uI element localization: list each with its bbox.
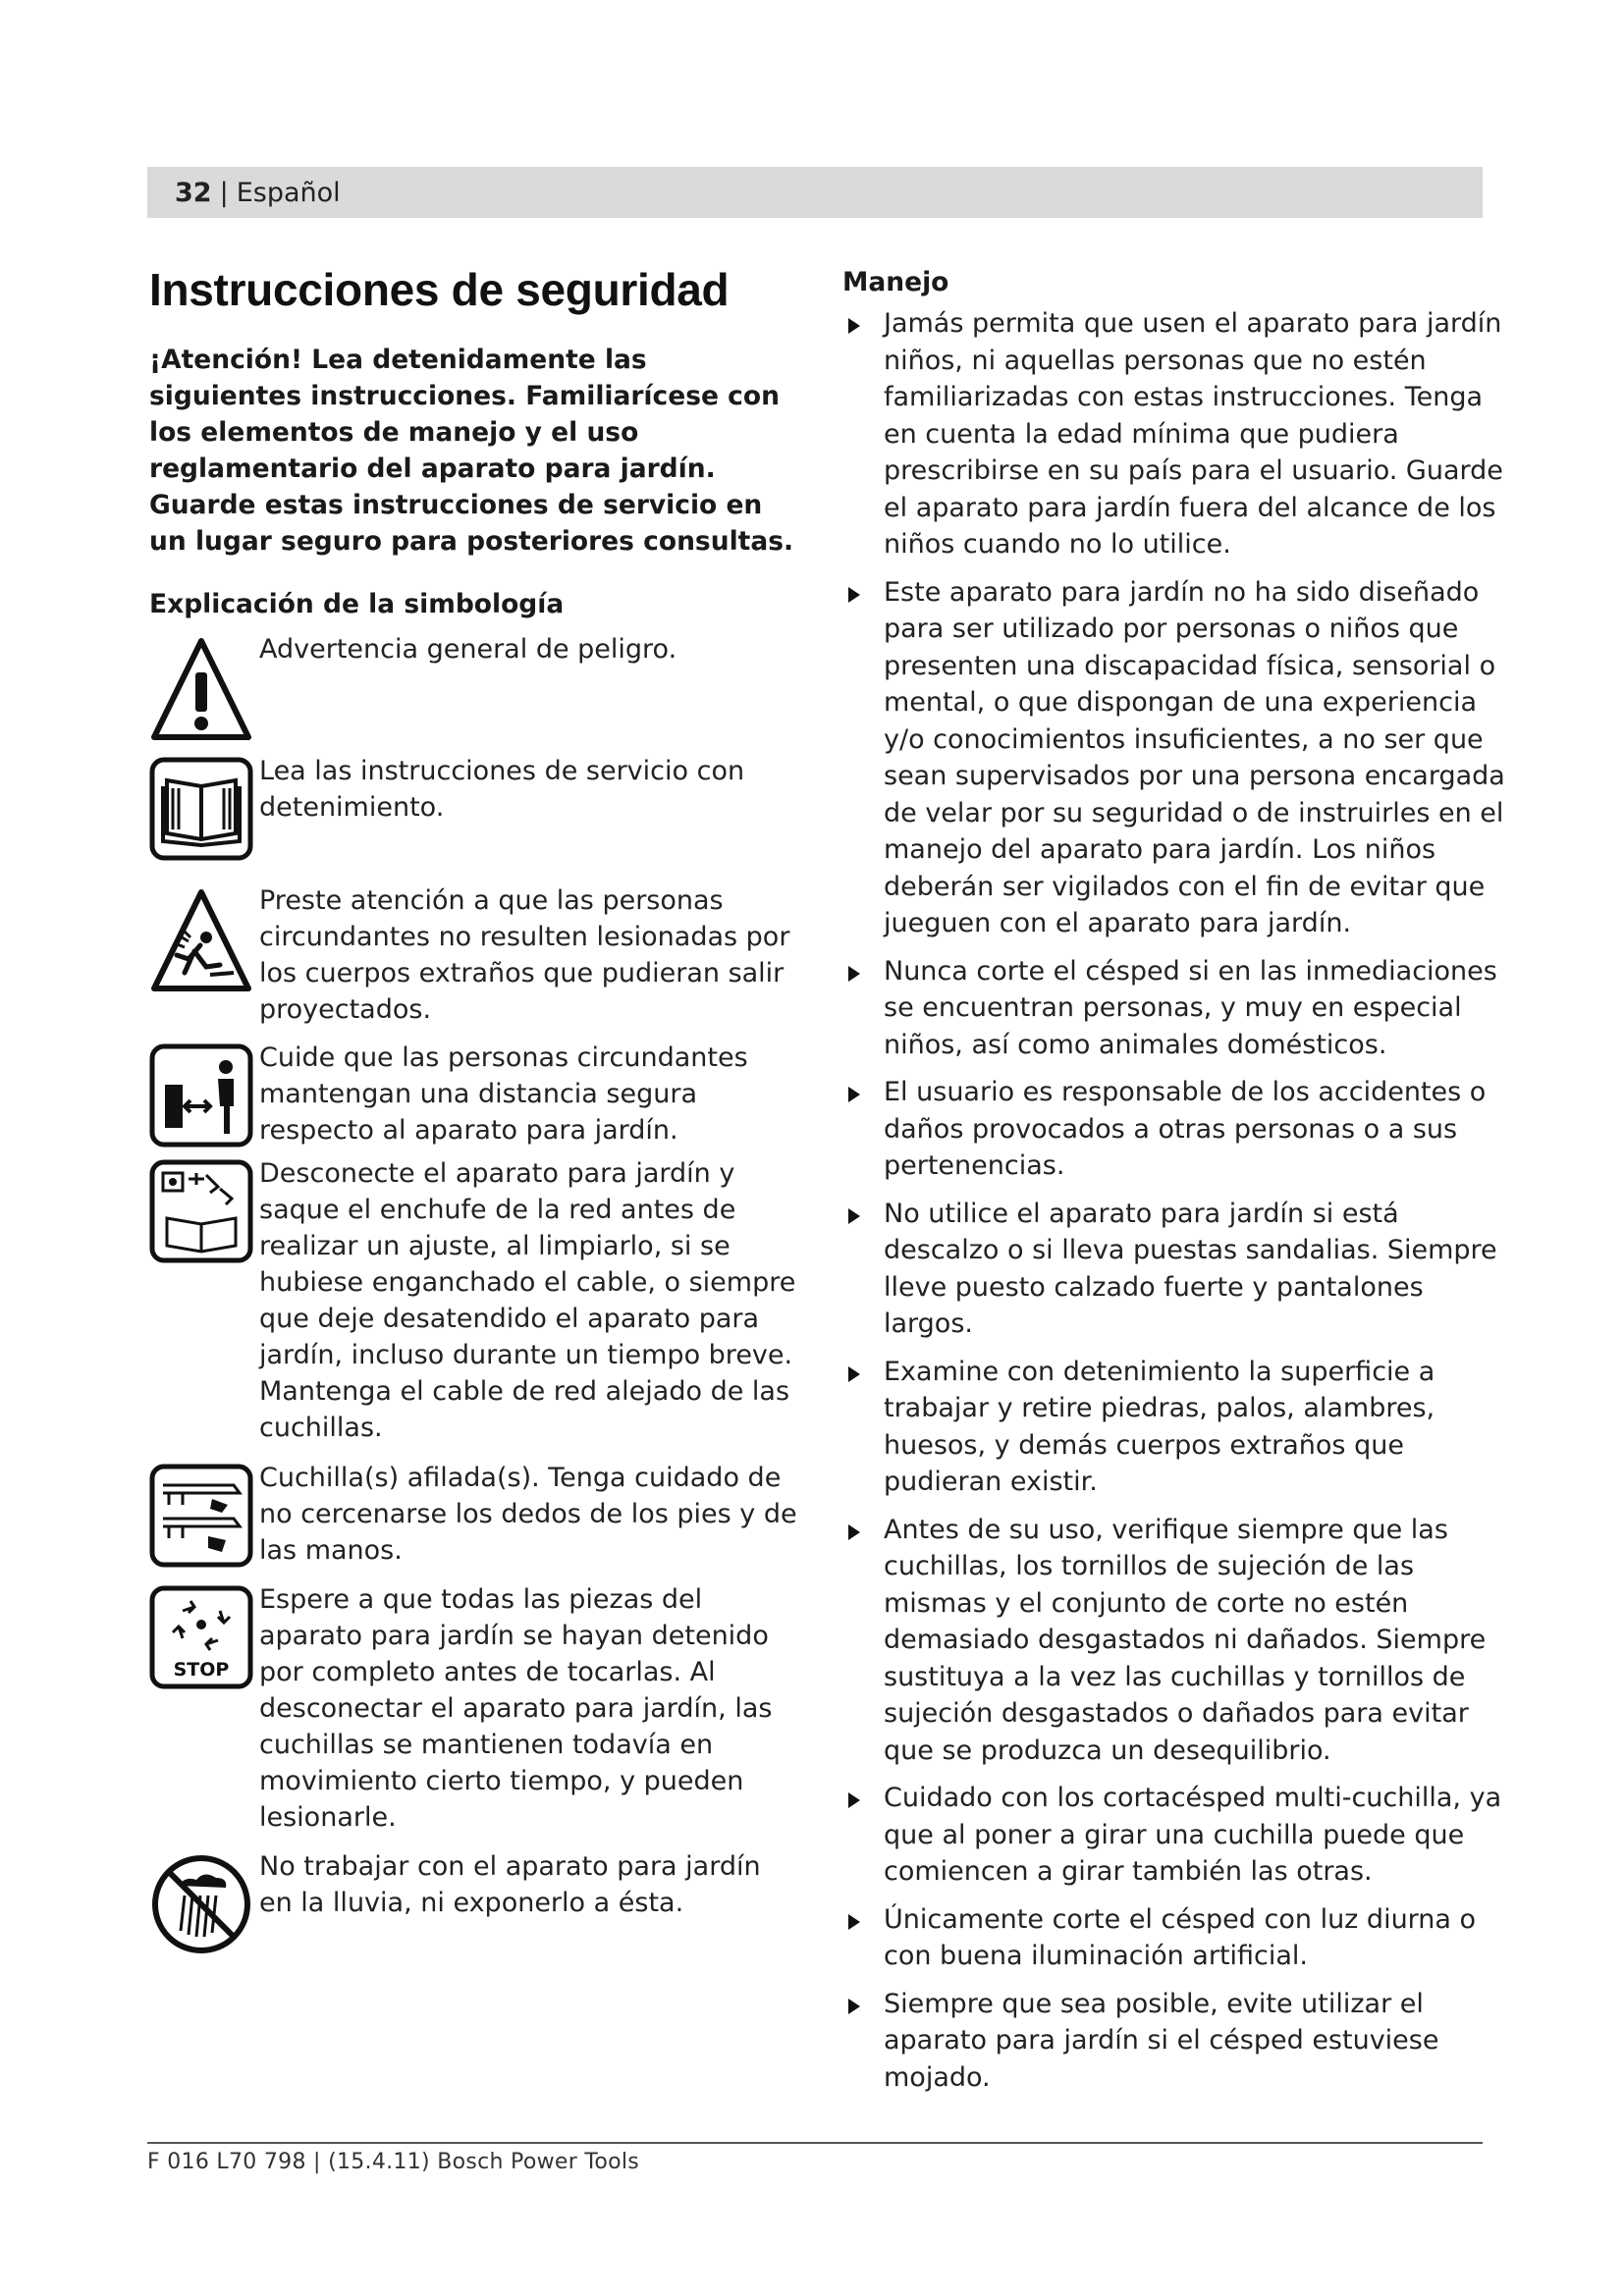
footer-text: F 016 L70 798 | (15.4.11) Bosch Power Tools	[147, 2150, 640, 2174]
sharp-blades-icon	[149, 1460, 259, 1568]
bullet-text: Examine con detenimiento la superficie a trabajar y retire piedras, palos, alambres, huesos, y demás cuerpos extraños que pudieran existir.	[884, 1356, 1435, 1497]
bullet-text: Cuidado con los cortacésped multi-cuchilla, ya que al poner a girar una cuchilla puede que comiencen a girar también las otras.	[884, 1783, 1502, 1887]
symbol-description: Espere a que todas las piezas del aparato para jardín se hayan detenido por completo antes de tocarlas. Al desconectar el aparato para jardín, las cuchillas se mantienen todavía en movimiento cierto tiempo, y pueden lesionarle.	[259, 1584, 773, 1833]
symbol-item	[149, 1460, 797, 1581]
symbol-description: Desconecte el aparato para jardín y saque el enchufe de la red antes de realizar un ajuste, al limpiarlo, si se hubiese enganchado el cable, o siempre que deje desatendido el aparato para jardín, incluso durante un tiempo breve. Mantenga el cable de red alejado de las cuchillas.	[259, 1158, 796, 1443]
bullet-arrow-icon	[848, 1366, 860, 1382]
symbol-description: Preste atención a que las personas circundantes no resulten lesionadas por los cuerpos extraños que pudieran salir proyectados.	[259, 885, 790, 1025]
keep-distance-icon	[149, 1040, 259, 1148]
list-item	[842, 953, 1510, 1064]
bullet-text: No utilice el aparato para jardín si está descalzo o si lleva puestas sandalias. Siempre lleve puesto calzado fuerte y pantalones largos.	[884, 1198, 1497, 1339]
symbol-description: No trabajar con el aparato para jardín en la lluvia, ni exponerlo a ésta.	[259, 1851, 761, 1918]
list-item	[842, 1986, 1510, 2097]
page-header	[147, 167, 1483, 218]
unplug-icon	[149, 1155, 259, 1263]
symbols-heading: Explicación de la simbología	[149, 589, 565, 619]
bullet-text: Únicamente corte el césped con luz diurna o con buena iluminación artificial.	[884, 1903, 1477, 1971]
bullet-text: Este aparato para jardín no ha sido diseñado para ser utilizado por personas o niños que presenten una discapacidad física, sensorial o mental, o que dispongan de una experiencia y/o conocimientos insuficientes, a no ser que sean supervisados por una persona encargada de velar por su seguridad o de instruirles en el manejo del aparato para jardín. Los niños deberán ser vigilados con el fin de evitar que jueguen con el aparato para jardín.	[884, 576, 1505, 938]
symbol-description: Cuchilla(s) afilada(s). Tenga cuidado de no cercenarse los dedos de los pies y de las manos.	[259, 1463, 797, 1566]
page-title: Instrucciones de seguridad	[149, 264, 730, 315]
list-item	[842, 1901, 1510, 1975]
symbol-item	[149, 1581, 797, 1848]
header-language: Español	[236, 177, 341, 208]
list-item	[842, 574, 1510, 942]
bullet-arrow-icon	[848, 966, 860, 982]
warning-triangle-icon	[149, 631, 259, 745]
stop-label: STOP	[173, 1659, 230, 1681]
symbol-item	[149, 631, 797, 753]
right-column	[842, 267, 1510, 2107]
bullet-text: Siempre que sea posible, evite utilizar el aparato para jardín si el césped estuviese mojado.	[884, 1988, 1439, 2093]
footer-divider	[147, 2142, 1483, 2144]
list-item	[842, 1074, 1510, 1185]
bullet-arrow-icon	[848, 1208, 860, 1224]
symbol-description: Lea las instrucciones de servicio con detenimiento.	[259, 756, 745, 823]
symbol-description: Cuide que las personas circundantes mantengan una distancia segura respecto al aparato para jardín.	[259, 1042, 748, 1146]
page-number: 32	[175, 177, 212, 208]
bullet-text: Nunca corte el césped si en las inmediaciones se encuentran personas, y muy en especial niños, así como animales domésticos.	[884, 955, 1497, 1060]
read-manual-icon	[149, 753, 259, 861]
bullet-arrow-icon	[848, 1914, 860, 1930]
bullet-arrow-icon	[848, 1524, 860, 1540]
bullet-text: Jamás permita que usen el aparato para jardín niños, ni aquellas personas que no estén familiarizadas con estas instrucciones. Tenga en cuenta la edad mínima que pudiera prescribirse en su país para el usuario. Guarde el aparato para jardín fuera del alcance de los niños cuando no lo utilice.	[884, 308, 1503, 560]
stop-rotation-icon	[149, 1581, 259, 1689]
list-item	[842, 1512, 1510, 1770]
list-item	[842, 1354, 1510, 1501]
no-rain-icon	[149, 1848, 259, 1956]
safety-bullet-list	[842, 305, 1510, 2096]
symbol-item	[149, 1040, 797, 1155]
thrown-objects-icon	[149, 882, 259, 996]
bullet-arrow-icon	[848, 318, 860, 334]
symbol-item	[149, 753, 797, 882]
symbol-description: Advertencia general de peligro.	[259, 634, 677, 665]
intro-paragraph: ¡Atención! Lea detenidamente las siguientes instrucciones. Familiarícese con los elementos de manejo y el uso reglamentario del aparato para jardín. Guarde estas instrucciones de servicio en un lugar seguro para posteriores consultas.	[149, 345, 794, 557]
symbol-item	[149, 1155, 797, 1460]
bullet-arrow-icon	[848, 1087, 860, 1102]
bullet-text: Antes de su uso, verifique siempre que las cuchillas, los tornillos de sujeción de las mismas y el conjunto de corte no estén demasiado desgastados ni dañados. Siempre sustituya a la vez las cuchillas y tornillos de sujeción desgastados o dañados para evitar que se produzca un desequilibrio.	[884, 1514, 1487, 1766]
bullet-arrow-icon	[848, 1999, 860, 2014]
manejo-heading: Manejo	[842, 267, 949, 297]
left-column	[149, 263, 797, 1956]
list-item	[842, 1196, 1510, 1343]
header-separator: |	[219, 177, 229, 208]
bullet-arrow-icon	[848, 1792, 860, 1808]
symbol-item	[149, 1848, 797, 1956]
bullet-text: El usuario es responsable de los accidentes o daños provocados a otras personas o a sus pertenencias.	[884, 1077, 1487, 1181]
bullet-arrow-icon	[848, 587, 860, 603]
list-item	[842, 1780, 1510, 1891]
symbol-item	[149, 882, 797, 1040]
list-item	[842, 305, 1510, 563]
